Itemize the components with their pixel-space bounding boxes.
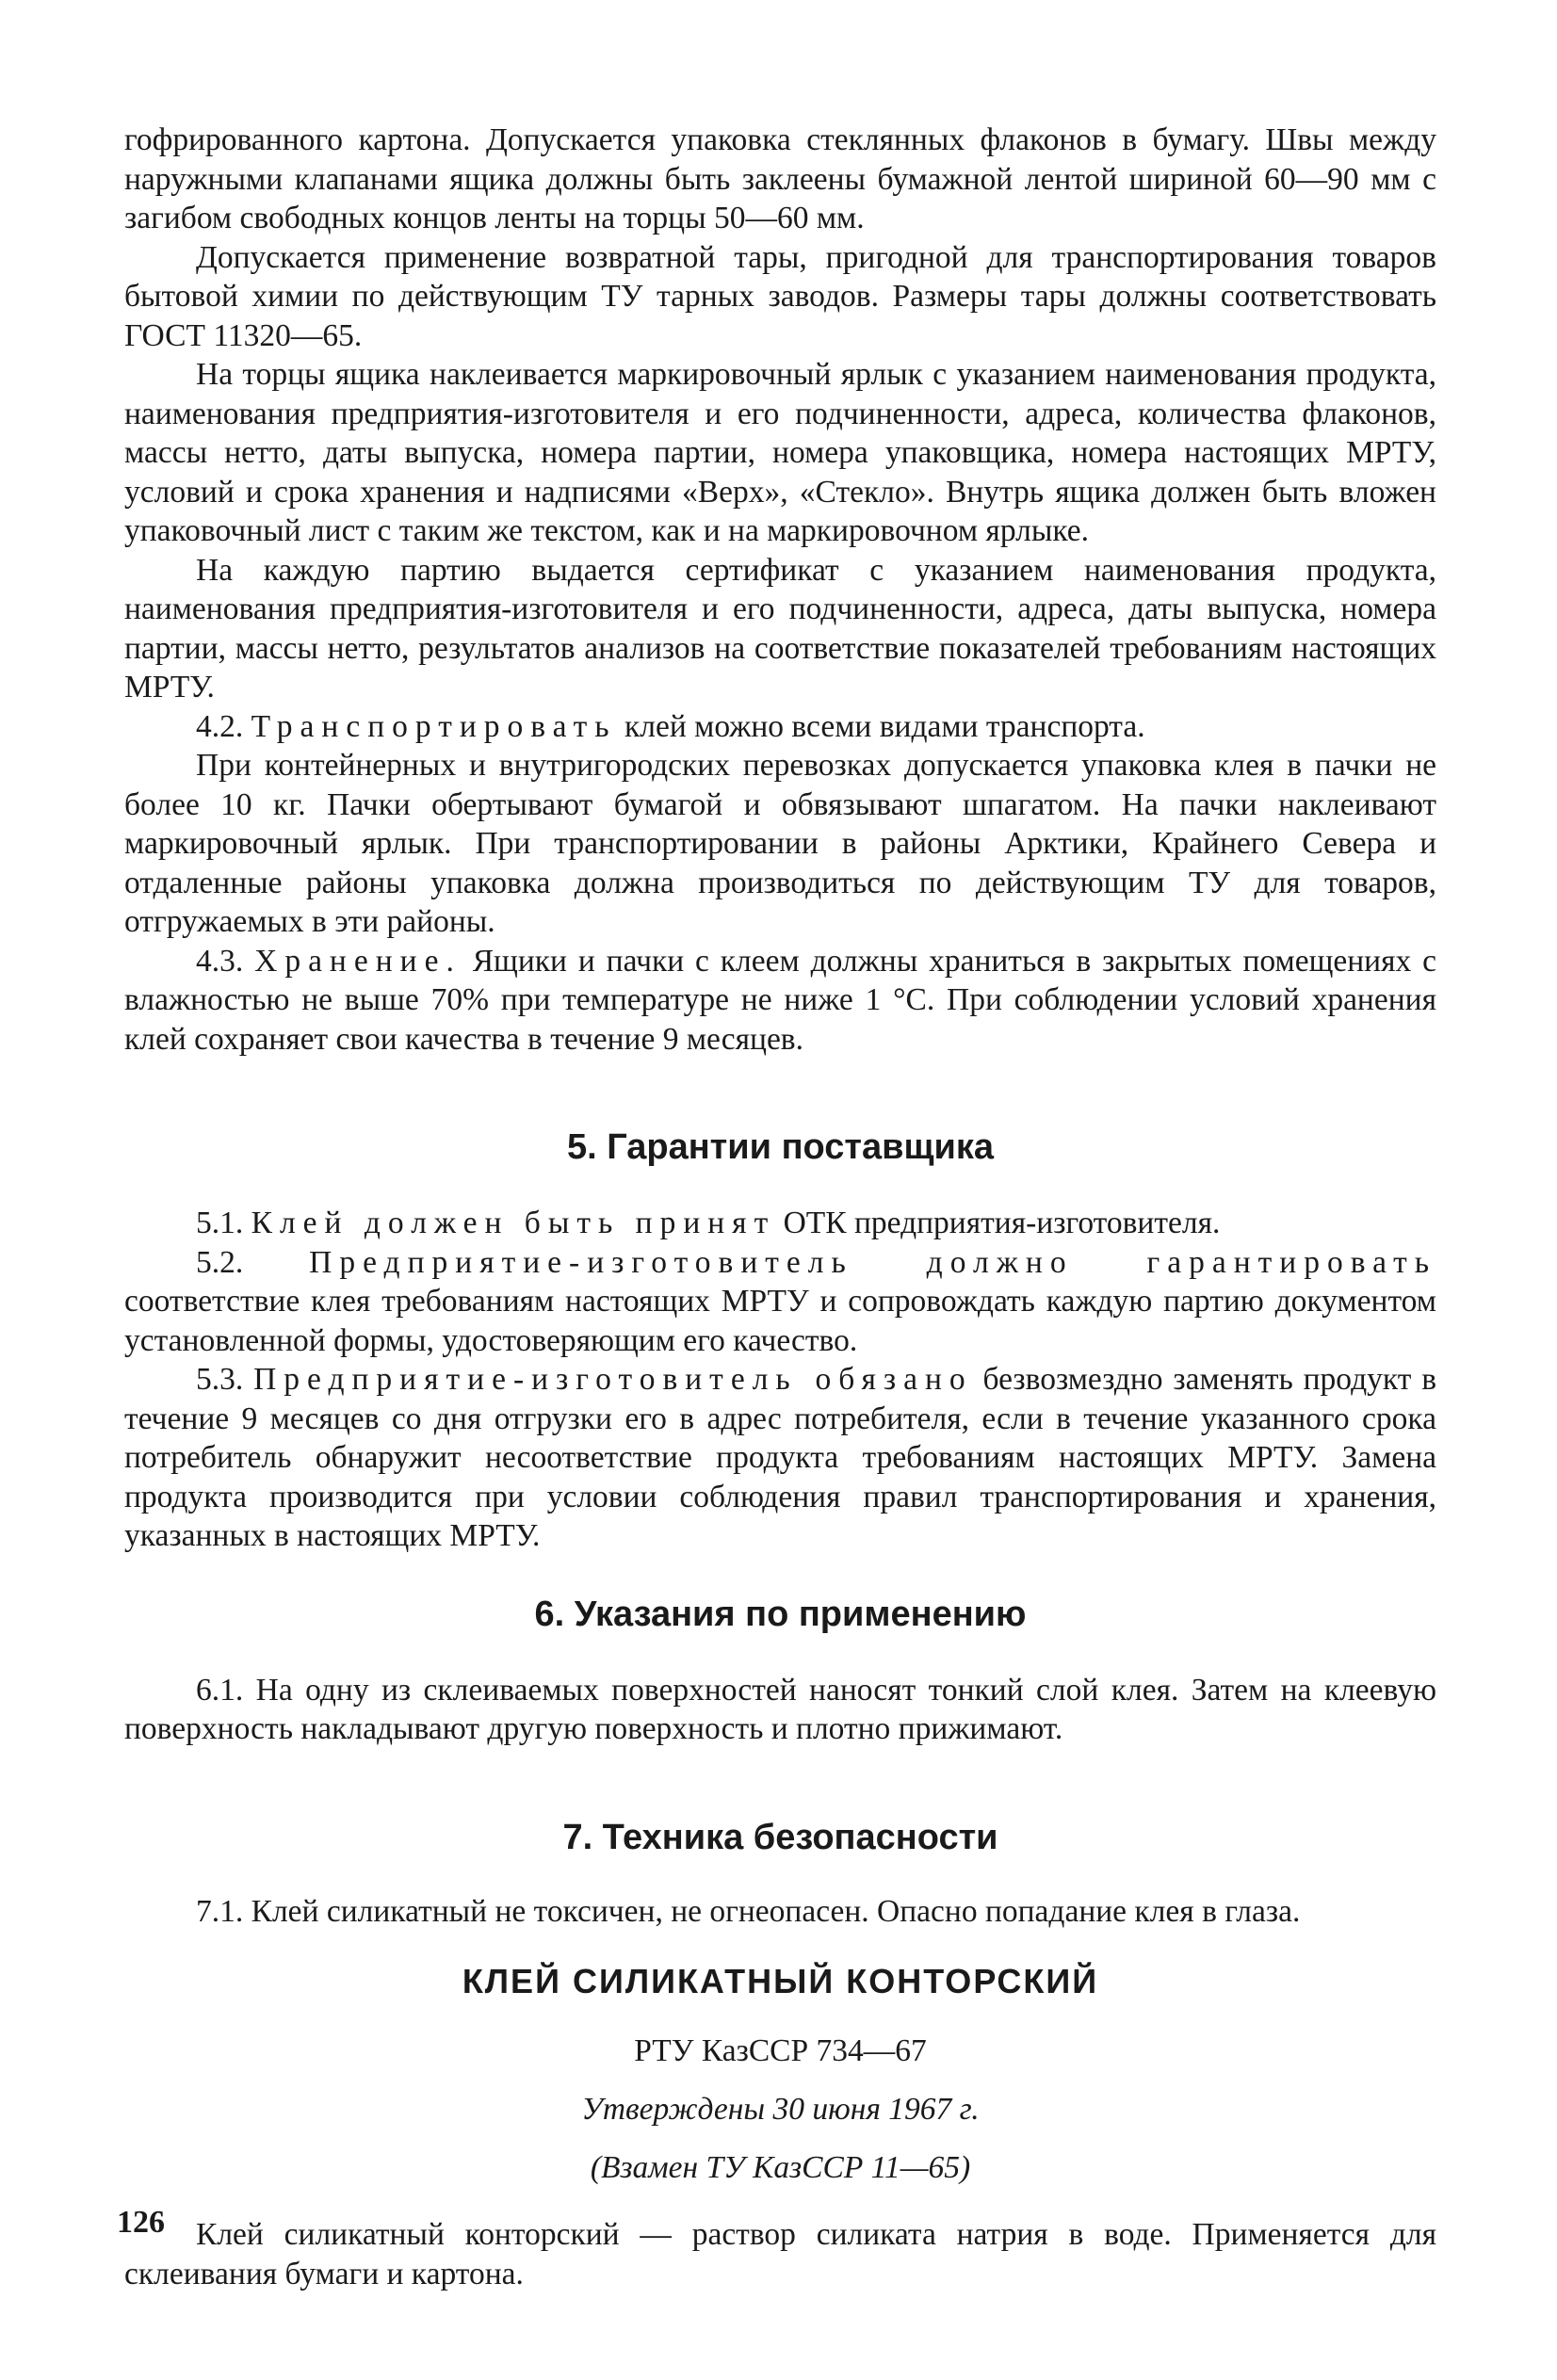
clause-text: Ящики и пачки с клеем должны храниться в закрытых помещениях с влажностью не выше 70% при температуре не ниже 1 °С. При соблюдении условий хранения клей сохраняет свои качества в течение 9 месяцев.: [124, 943, 1436, 1057]
paragraph: Допускается применение возвратной тары, пригодной для транспортирования товаров бытовой химии по действующим ТУ тарных заводов. Размеры тары должны соответствовать ГОСТ 11320—65.: [124, 239, 1436, 353]
replaces-note: (Взамен ТУ КазССР 11—65): [590, 2150, 971, 2185]
clause-7-1: 7.1. Клей силикатный не токсичен, не огнеопасен. Опасно попадание клея в глаза.: [196, 1893, 1301, 1929]
clause-number: 5.1.: [196, 1206, 244, 1240]
spaced-term: Транспортировать: [251, 708, 617, 744]
clause-text: безвозмездно заменять продукт в течение 9 месяцев со дня отгрузки его в адрес потребителя, если в течение указанного срока потребитель обнаружит несоответствие продукта требованиям настоящих МРТУ. Замена продукта производится при условии соблюдения правил транспортирования и хранения, указанных в настоящих МРТУ.: [124, 1362, 1437, 1553]
clause-4-3: [124, 942, 1436, 1060]
clause-text: ОТК предприятия-изготовителя.: [775, 1206, 1221, 1240]
clause-6-1: 6.1. На одну из склеиваемых поверхностей наносят тонкий слой клея. Затем на клеевую поверхность накладывают другую поверхность и плотно прижимают.: [124, 1672, 1436, 1746]
clause-5-2: [124, 1243, 1436, 1361]
spaced-term: Хранение.: [254, 943, 462, 979]
clause-number: 4.3.: [196, 943, 244, 979]
spaced-term: Предприятие-изготовитель должно гарантировать: [309, 1244, 1437, 1280]
section-5-heading: 5. Гарантии поставщика: [566, 1127, 995, 1167]
approval-date: Утверждены 30 июня 1967 г.: [581, 2092, 980, 2127]
body-text: [124, 121, 1436, 2293]
paragraph: При контейнерных и внутригородских перевозках допускается упаковка клея в пачки не более 10 кг. Пачки обертывают бумагой и обвязывают шпагатом. На пачки наклеивают маркировочный ярлык. При транспортировании в районы Арктики, Крайнего Севера и отдаленные районы упаковка должна производиться по действующим ТУ для товаров, отгружаемых в эти районы.: [124, 748, 1436, 939]
product-title: КЛЕЙ СИЛИКАТНЫЙ КОНТОРСКИЙ: [462, 1962, 1099, 2000]
clause-text: соответствие клея требованиям настоящих МРТУ и сопровождать каждую партию документом установленной формы, удостоверяющим его качество.: [124, 1284, 1436, 1358]
standard-code: РТУ КазССР 734—67: [634, 2033, 927, 2068]
section-6-heading: 6. Указания по применению: [534, 1594, 1027, 1634]
paragraph: На торцы ящика наклеивается маркировочный ярлык с указанием наименования продукта, наименования предприятия-изготовителя и его подчиненности, адреса, количества флаконов, массы нетто, даты выпуска, номера партии, номера упаковщика, номера настоящих МРТУ, условий и срока хранения и надписями «Верх», «Стекло». Внутрь ящика должен быть вложен упаковочный лист с таким же текстом, как и на маркировочном ярлыке.: [124, 357, 1436, 548]
clause-number: 5.2.: [196, 1244, 244, 1280]
paragraph: На каждую партию выдается сертификат с указанием наименования продукта, наименования предприятия-изготовителя и его подчиненности, адреса, даты выпуска, номера партии, массы нетто, результатов анализов на соответствие показателей требованиям настоящих МРТУ.: [124, 552, 1436, 704]
spaced-term: Клей должен быть принят: [251, 1206, 776, 1240]
clause-number: 5.3.: [196, 1362, 244, 1397]
clause-5-1: [124, 1204, 1436, 1243]
clause-text: клей можно всеми видами транспорта.: [616, 708, 1145, 744]
paragraph: гофрированного картона. Допускается упаковка стеклянных флаконов в бумагу. Швы между наружными клапанами ящика должны быть заклеены бумажной лентой шириной 60—90 мм с загибом свободных концов ленты на торцы 50—60 мм.: [124, 122, 1436, 235]
clause-4-2: [124, 707, 1436, 747]
section-7-heading: 7. Техника безопасности: [562, 1817, 998, 1857]
clause-number: 4.2.: [196, 708, 244, 744]
product-description: Клей силикатный конторский — раствор силиката натрия в воде. Применяется для склеивания бумаги и картона.: [124, 2217, 1436, 2291]
page-number: 126: [117, 2205, 165, 2240]
clause-5-3: [124, 1360, 1436, 1556]
spaced-term: Предприятие-изготовитель обязано: [253, 1362, 973, 1397]
